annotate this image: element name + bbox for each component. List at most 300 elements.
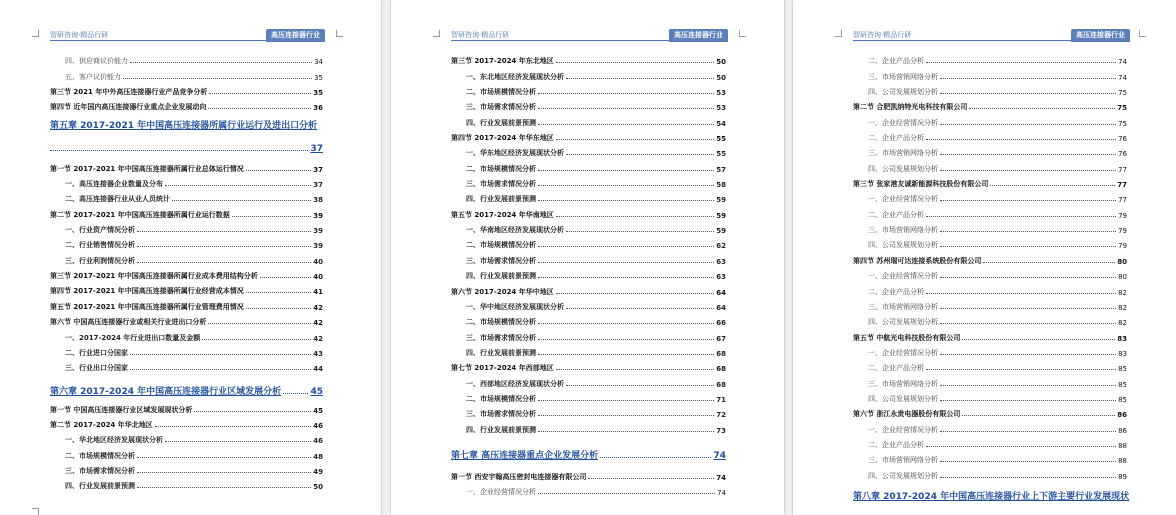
toc-entry-title: 三、市场需求情况分析 xyxy=(466,103,536,112)
toc-entry[interactable] xyxy=(853,435,1127,450)
dot-leader xyxy=(130,62,312,63)
toc-entry[interactable] xyxy=(853,97,1127,112)
toc-entry-title: 第二节 2017-2024 年华北地区 xyxy=(50,420,153,429)
header-tab: 高压连接器行业 xyxy=(1071,29,1130,42)
toc-entry-page: 74 xyxy=(1118,58,1127,67)
dot-leader xyxy=(538,354,714,355)
toc-entry-page: 75 xyxy=(1118,119,1127,128)
header-brand: 智研咨询·精品行研 xyxy=(853,31,912,39)
dot-leader xyxy=(137,231,311,232)
toc-entry-title: 四、公司发展规划分析 xyxy=(868,241,938,250)
toc-entry[interactable] xyxy=(853,189,1127,204)
dot-leader xyxy=(538,200,714,201)
toc-entry-title: 二、高压连接器行业从业人员统计 xyxy=(65,195,170,204)
dot-leader xyxy=(940,477,1116,478)
toc-chapter-6[interactable] xyxy=(50,377,323,397)
toc-entry-page: 76 xyxy=(1118,150,1127,159)
toc-entry-page: 63 xyxy=(716,273,726,282)
toc-entry-title: 三、行业出口分国家 xyxy=(65,364,128,373)
dot-leader xyxy=(155,426,312,427)
dot-leader xyxy=(940,78,1116,79)
toc-entry[interactable] xyxy=(50,204,323,219)
toc-entry-title: 二、企业产品分析 xyxy=(868,57,924,66)
toc-entry-page: 75 xyxy=(1118,89,1127,98)
toc-entry[interactable] xyxy=(50,415,323,430)
toc-entry[interactable] xyxy=(853,281,1127,296)
toc-entry[interactable] xyxy=(451,112,726,127)
toc-entry-title: 一、企业经营情况分析 xyxy=(466,488,536,497)
dot-leader xyxy=(165,441,311,442)
toc-entry[interactable] xyxy=(50,281,323,296)
toc-entry-page: 88 xyxy=(1118,457,1127,466)
header-tab: 高压连接器行业 xyxy=(669,29,728,42)
toc-entry-title: 第五节 2017-2021 年中国高压连接器所属行业管理费用情况 xyxy=(50,302,244,311)
toc-entry-page: 80 xyxy=(1118,273,1127,282)
dot-leader xyxy=(137,487,311,488)
dot-leader xyxy=(538,93,714,94)
toc-entry-page: 39 xyxy=(313,242,323,251)
dot-leader xyxy=(940,431,1116,432)
toc-entry-title: 一、高压连接器企业数量及分布 xyxy=(65,180,163,189)
chapter-title: 第五章 2017-2021 年中国高压连接器所属行业运行及进出口分析 xyxy=(50,121,318,132)
dot-leader xyxy=(538,277,714,278)
dot-leader xyxy=(556,216,715,217)
toc-entry[interactable] xyxy=(451,419,726,434)
toc-entry-page: 42 xyxy=(313,303,323,312)
toc-entry-title: 三、市场营销网络分析 xyxy=(868,72,938,81)
toc-entry-title: 三、市场营销网络分析 xyxy=(868,456,938,465)
toc-entry[interactable] xyxy=(853,450,1127,465)
toc-entry[interactable] xyxy=(50,476,323,491)
page-header xyxy=(0,0,381,44)
dot-leader xyxy=(137,246,311,247)
toc-entry-page: 45 xyxy=(313,406,323,415)
toc-entry-page: 37 xyxy=(313,165,323,174)
toc-entry[interactable] xyxy=(451,266,726,281)
dot-leader xyxy=(940,323,1116,324)
toc-entry[interactable] xyxy=(853,327,1127,342)
dot-leader xyxy=(538,431,714,432)
toc-entry-title: 第四节 苏州瑞可达连接系统股份有限公司 xyxy=(853,256,982,265)
toc-entry[interactable] xyxy=(451,482,726,497)
toc-entry-title: 三、市场需求情况分析 xyxy=(466,256,536,265)
toc-entry-title: 一、东北地区经济发展现状分析 xyxy=(466,72,564,81)
dot-leader xyxy=(260,277,312,278)
toc-entry-page: 53 xyxy=(716,89,726,98)
toc-entry[interactable] xyxy=(50,327,323,342)
dot-leader xyxy=(940,308,1116,309)
toc-entry[interactable] xyxy=(853,373,1127,388)
toc-entry[interactable] xyxy=(853,266,1127,281)
toc-entry-page: 55 xyxy=(716,135,726,144)
dot-leader xyxy=(172,200,311,201)
toc-entry-page: 85 xyxy=(1118,395,1127,404)
toc-entry-title: 三、市场需求情况分析 xyxy=(65,466,135,475)
toc-entry[interactable] xyxy=(853,312,1127,327)
toc-entry-title: 第三节 2017-2024 年东北地区 xyxy=(451,57,554,66)
toc-entry[interactable] xyxy=(451,143,726,158)
chapter-page: 74 xyxy=(713,450,726,461)
dot-leader xyxy=(165,185,311,186)
toc-entry-page: 48 xyxy=(313,452,323,461)
toc-entry[interactable] xyxy=(853,220,1127,235)
toc-entry-title: 四、行业发展前景预测 xyxy=(466,425,536,434)
toc-entry-title: 第六节 2017-2024 年华中地区 xyxy=(451,287,554,296)
toc-entry[interactable] xyxy=(451,358,726,373)
toc-entry[interactable] xyxy=(50,266,323,281)
toc-entry-page: 50 xyxy=(716,58,726,67)
dot-leader xyxy=(940,231,1116,232)
toc-entry-title: 四、行业发展前景预测 xyxy=(466,118,536,127)
toc-entry-page: 42 xyxy=(313,334,323,343)
toc-entry[interactable] xyxy=(50,343,323,358)
dot-leader xyxy=(588,478,714,479)
dot-leader xyxy=(137,457,311,458)
toc-entry[interactable] xyxy=(853,158,1127,173)
dot-leader xyxy=(246,170,312,171)
toc-entry[interactable] xyxy=(451,297,726,312)
toc-entry[interactable] xyxy=(451,174,726,189)
dot-leader xyxy=(940,354,1116,355)
toc-entry-title: 二、市场规模情况分析 xyxy=(466,241,536,250)
toc-entry[interactable] xyxy=(451,82,726,97)
toc-entry-title: 四、公司发展规划分析 xyxy=(868,318,938,327)
toc-entry-page: 64 xyxy=(716,303,726,312)
toc-entry-title: 四、行业发展前景预测 xyxy=(466,195,536,204)
toc-entry-page: 66 xyxy=(716,319,726,328)
toc-entry[interactable] xyxy=(50,430,323,445)
toc-entry-title: 第二节 2017-2021 年中国高压连接器所属行业运行数据 xyxy=(50,210,230,219)
toc-entry-page: 88 xyxy=(1118,441,1127,450)
toc-entry-page: 53 xyxy=(716,104,726,113)
toc-entry-page: 59 xyxy=(716,211,726,220)
toc-entry-title: 三、市场需求情况分析 xyxy=(466,410,536,419)
toc-entry-title: 四、行业发展前景预测 xyxy=(466,348,536,357)
toc-entry-page: 64 xyxy=(716,288,726,297)
toc-entry-page: 74 xyxy=(1118,73,1127,82)
toc-entry-title: 一、企业经营情况分析 xyxy=(868,118,938,127)
toc-entry[interactable] xyxy=(853,404,1127,419)
toc-entry[interactable] xyxy=(853,143,1127,158)
toc-entry-page: 35 xyxy=(314,73,323,82)
toc-entry-page: 75 xyxy=(1117,104,1127,113)
toc-entry-title: 第三节 2017-2021 年中国高压连接器所属行业成本费用结构分析 xyxy=(50,272,258,281)
document-page-2 xyxy=(391,0,784,515)
toc-entry-title: 二、行业销售情况分析 xyxy=(65,241,135,250)
dot-leader xyxy=(194,411,311,412)
toc-entry-title: 二、企业产品分析 xyxy=(868,287,924,296)
toc-entry[interactable] xyxy=(451,250,726,265)
toc-entry-page: 85 xyxy=(1118,365,1127,374)
toc-entry[interactable] xyxy=(853,174,1127,189)
toc-entry-page: 38 xyxy=(313,196,323,205)
toc-chapter-8[interactable] xyxy=(853,487,1130,507)
toc-entry-page: 77 xyxy=(1117,181,1127,190)
toc-entry-title: 第一节 西安宇翰高压密封电连接器有限公司 xyxy=(451,472,587,481)
toc-entry[interactable] xyxy=(853,66,1127,81)
dot-leader xyxy=(208,108,311,109)
toc-entry-page: 72 xyxy=(716,411,726,420)
toc-entry[interactable] xyxy=(853,112,1127,127)
dot-leader xyxy=(209,93,311,94)
dot-leader xyxy=(940,154,1116,155)
toc-entry-title: 二、企业产品分析 xyxy=(868,364,924,373)
dot-leader xyxy=(940,200,1116,201)
toc-entry[interactable] xyxy=(853,82,1127,97)
dot-leader xyxy=(538,415,714,416)
toc-entry-title: 三、市场营销网络分析 xyxy=(868,149,938,158)
dot-leader xyxy=(538,185,714,186)
toc-entry[interactable] xyxy=(50,220,323,235)
toc-entry-title: 四、公司发展规划分析 xyxy=(868,394,938,403)
toc-entry-page: 40 xyxy=(313,273,323,282)
toc-entry-title: 四、公司发展规划分析 xyxy=(868,164,938,173)
toc-entry-title: 四、供应商议价能力 xyxy=(65,57,128,66)
toc-entry[interactable] xyxy=(451,97,726,112)
toc-entry[interactable] xyxy=(451,235,726,250)
toc-entry[interactable] xyxy=(853,389,1127,404)
dot-leader xyxy=(990,185,1115,186)
dot-leader xyxy=(538,108,714,109)
toc-entry-title: 三、市场营销网络分析 xyxy=(868,226,938,235)
toc-entry-title: 第一节 中国高压连接器行业区域发展现状分析 xyxy=(50,405,193,414)
toc-entry[interactable] xyxy=(50,51,323,66)
document-page-3 xyxy=(793,0,1176,515)
toc-entry-page: 50 xyxy=(716,73,726,82)
toc-entry-page: 63 xyxy=(716,257,726,266)
dot-leader xyxy=(137,262,311,263)
toc-entry[interactable] xyxy=(451,204,726,219)
toc-entry[interactable] xyxy=(451,158,726,173)
toc-entry[interactable] xyxy=(451,327,726,342)
dot-leader xyxy=(566,78,714,79)
dot-leader xyxy=(926,293,1116,294)
crop-mark xyxy=(433,30,440,37)
toc-entry-title: 一、企业经营情况分析 xyxy=(868,425,938,434)
toc-entry-title: 第四节 2017-2024 年华东地区 xyxy=(451,134,554,143)
toc-entry-page: 89 xyxy=(1118,472,1127,481)
toc-entry[interactable] xyxy=(853,204,1127,219)
dot-leader xyxy=(926,139,1116,140)
dot-leader xyxy=(940,461,1116,462)
dot-leader xyxy=(940,170,1116,171)
toc-entry-page: 82 xyxy=(1118,319,1127,328)
toc-entry[interactable] xyxy=(451,66,726,81)
dot-leader xyxy=(940,277,1116,278)
dot-leader xyxy=(538,400,714,401)
toc-entry-title: 第三节 2021 年中外高压连接器行业产品竞争分析 xyxy=(50,88,208,97)
toc-entry-page: 79 xyxy=(1118,211,1127,220)
toc-entry[interactable] xyxy=(50,97,323,112)
toc-entry-title: 第五节 中航光电科技股份有限公司 xyxy=(853,333,961,342)
dot-leader xyxy=(926,446,1116,447)
toc-entry[interactable] xyxy=(853,343,1127,358)
chapter-title: 第六章 2017-2024 年中国高压连接器行业区域发展分析 xyxy=(50,387,282,398)
toc-entry-page: 39 xyxy=(313,227,323,236)
dot-leader xyxy=(538,339,714,340)
toc-entry[interactable] xyxy=(50,174,323,189)
toc-entry-page: 71 xyxy=(716,395,726,404)
toc-entry-page: 68 xyxy=(716,365,726,374)
toc-entry-title: 二、行业进口分国家 xyxy=(65,348,128,357)
dot-leader xyxy=(926,369,1116,370)
toc-entry-page: 79 xyxy=(1118,227,1127,236)
dot-leader xyxy=(940,400,1116,401)
crop-mark xyxy=(835,30,842,37)
toc-entry-title: 一、华南地区经济发展现状分析 xyxy=(466,226,564,235)
toc-entry[interactable] xyxy=(451,404,726,419)
toc-entry[interactable] xyxy=(451,281,726,296)
toc-entry-title: 二、市场规模情况分析 xyxy=(466,164,536,173)
toc-entry-page: 46 xyxy=(313,421,323,430)
toc-entry-title: 四、行业发展前景预测 xyxy=(466,272,536,281)
toc-entry[interactable] xyxy=(50,445,323,460)
toc-entry-page: 74 xyxy=(716,473,726,482)
toc-entry-title: 第三节 张家港友诚新能源科技股份有限公司 xyxy=(853,180,989,189)
toc-entry-title: 三、市场营销网络分析 xyxy=(868,379,938,388)
toc-entry[interactable] xyxy=(50,399,323,414)
toc-entry[interactable] xyxy=(50,82,323,97)
toc-entry-page: 80 xyxy=(1117,257,1127,266)
toc-entry[interactable] xyxy=(451,389,726,404)
toc-chapter-5[interactable] xyxy=(50,116,323,154)
toc-entry-title: 一、西部地区经济发展现状分析 xyxy=(466,379,564,388)
toc xyxy=(50,51,323,491)
toc-entry-page: 77 xyxy=(1118,165,1127,174)
toc-entry[interactable] xyxy=(50,358,323,373)
toc-entry[interactable] xyxy=(50,189,323,204)
dot-leader xyxy=(962,415,1115,416)
toc-entry-page: 39 xyxy=(313,211,323,220)
dot-leader xyxy=(538,323,714,324)
toc xyxy=(451,51,726,497)
toc-entry[interactable] xyxy=(50,296,323,311)
toc-entry-title: 第一节 2017-2021 年中国高压连接器所属行业总体运行情况 xyxy=(50,164,244,173)
dot-leader xyxy=(130,369,311,370)
toc-entry[interactable] xyxy=(451,51,726,66)
toc-entry-title: 四、公司发展规划分析 xyxy=(868,88,938,97)
toc-entry[interactable] xyxy=(50,312,323,327)
toc-entry-title: 一、企业经营情况分析 xyxy=(868,348,938,357)
toc-entry-page: 77 xyxy=(1118,196,1127,205)
toc-entry-page: 85 xyxy=(1118,380,1127,389)
toc-entry-page: 62 xyxy=(716,242,726,251)
toc xyxy=(853,51,1130,507)
dot-leader xyxy=(940,93,1116,94)
header-tab: 高压连接器行业 xyxy=(266,29,325,42)
toc-entry-page: 83 xyxy=(1118,349,1127,358)
toc-entry[interactable] xyxy=(451,312,726,327)
chapter-page: 45 xyxy=(310,387,323,398)
toc-entry-title: 第六节 中国高压连接器行业或相关行业进出口分析 xyxy=(50,318,207,327)
toc-entry[interactable] xyxy=(853,250,1127,265)
header-brand: 智研咨询·精品行研 xyxy=(451,31,510,39)
toc-entry[interactable] xyxy=(451,373,726,388)
toc-entry[interactable] xyxy=(50,158,323,173)
toc-entry-page: 58 xyxy=(716,181,726,190)
toc-entry-page: 68 xyxy=(716,349,726,358)
dot-leader xyxy=(983,262,1115,263)
toc-entry-title: 第七节 2017-2024 年西部地区 xyxy=(451,364,554,373)
toc-entry[interactable] xyxy=(451,220,726,235)
toc-entry[interactable] xyxy=(50,461,323,476)
toc-entry-page: 43 xyxy=(313,349,323,358)
header-brand: 智研咨询·精品行研 xyxy=(50,31,109,39)
toc-entry-title: 四、行业发展前景预测 xyxy=(65,482,135,491)
toc-entry-page: 86 xyxy=(1118,426,1127,435)
toc-entry-page: 49 xyxy=(313,467,323,476)
toc-entry-title: 一、华中地区经济发展现状分析 xyxy=(466,302,564,311)
toc-entry-page: 59 xyxy=(716,196,726,205)
dot-leader xyxy=(208,323,311,324)
dot-leader xyxy=(969,108,1115,109)
toc-entry[interactable] xyxy=(853,128,1127,143)
toc-entry-title: 第五节 2017-2024 年华南地区 xyxy=(451,210,554,219)
toc-entry[interactable] xyxy=(853,465,1127,480)
toc-entry-title: 一、行业资产情况分析 xyxy=(65,226,135,235)
crop-mark xyxy=(1139,30,1146,37)
crop-mark xyxy=(32,508,39,515)
toc-entry-page: 37 xyxy=(313,181,323,190)
toc-entry[interactable] xyxy=(853,51,1127,66)
toc-entry-page: 82 xyxy=(1118,303,1127,312)
dot-leader xyxy=(538,262,714,263)
dot-leader xyxy=(538,124,714,125)
dot-leader xyxy=(202,339,311,340)
toc-entry-title: 二、企业产品分析 xyxy=(868,440,924,449)
toc-chapter-7[interactable] xyxy=(451,441,726,461)
toc-entry[interactable] xyxy=(853,419,1127,434)
toc-entry-page: 57 xyxy=(716,165,726,174)
toc-entry-title: 一、华东地区经济发展现状分析 xyxy=(466,149,564,158)
document-page-1 xyxy=(0,0,381,515)
toc-entry-page: 86 xyxy=(1117,411,1127,420)
dot-leader xyxy=(246,308,312,309)
toc-entry-title: 第六节 浙江永贵电器股份有限公司 xyxy=(853,410,961,419)
dot-leader xyxy=(137,472,311,473)
toc-entry-page: 68 xyxy=(716,380,726,389)
toc-entry[interactable] xyxy=(50,250,323,265)
toc-entry-page: 59 xyxy=(716,227,726,236)
toc-entry-page: 73 xyxy=(716,426,726,435)
toc-entry-page: 50 xyxy=(313,483,323,492)
crop-mark xyxy=(32,30,39,37)
toc-entry[interactable] xyxy=(853,297,1127,312)
dot-leader xyxy=(556,293,715,294)
toc-entry-page: 35 xyxy=(313,89,323,98)
toc-entry-title: 二、企业产品分析 xyxy=(868,210,924,219)
dot-leader xyxy=(246,292,312,293)
toc-entry[interactable] xyxy=(50,235,323,250)
toc-entry-page: 34 xyxy=(314,58,323,67)
toc-entry[interactable] xyxy=(50,66,323,81)
toc-entry[interactable] xyxy=(451,343,726,358)
toc-entry[interactable] xyxy=(451,189,726,204)
toc-entry[interactable] xyxy=(451,128,726,143)
page-header xyxy=(391,0,784,44)
toc-entry-page: 42 xyxy=(313,319,323,328)
toc-entry[interactable] xyxy=(853,358,1127,373)
toc-entry[interactable] xyxy=(451,467,726,482)
page-header xyxy=(793,0,1176,44)
toc-entry-page: 46 xyxy=(313,437,323,446)
toc-entry-title: 三、市场需求情况分析 xyxy=(466,333,536,342)
toc-entry[interactable] xyxy=(853,235,1127,250)
toc-entry-title: 二、市场规模情况分析 xyxy=(466,394,536,403)
toc-entry-page: 41 xyxy=(313,288,323,297)
dot-leader xyxy=(926,216,1116,217)
dot-leader xyxy=(566,308,714,309)
